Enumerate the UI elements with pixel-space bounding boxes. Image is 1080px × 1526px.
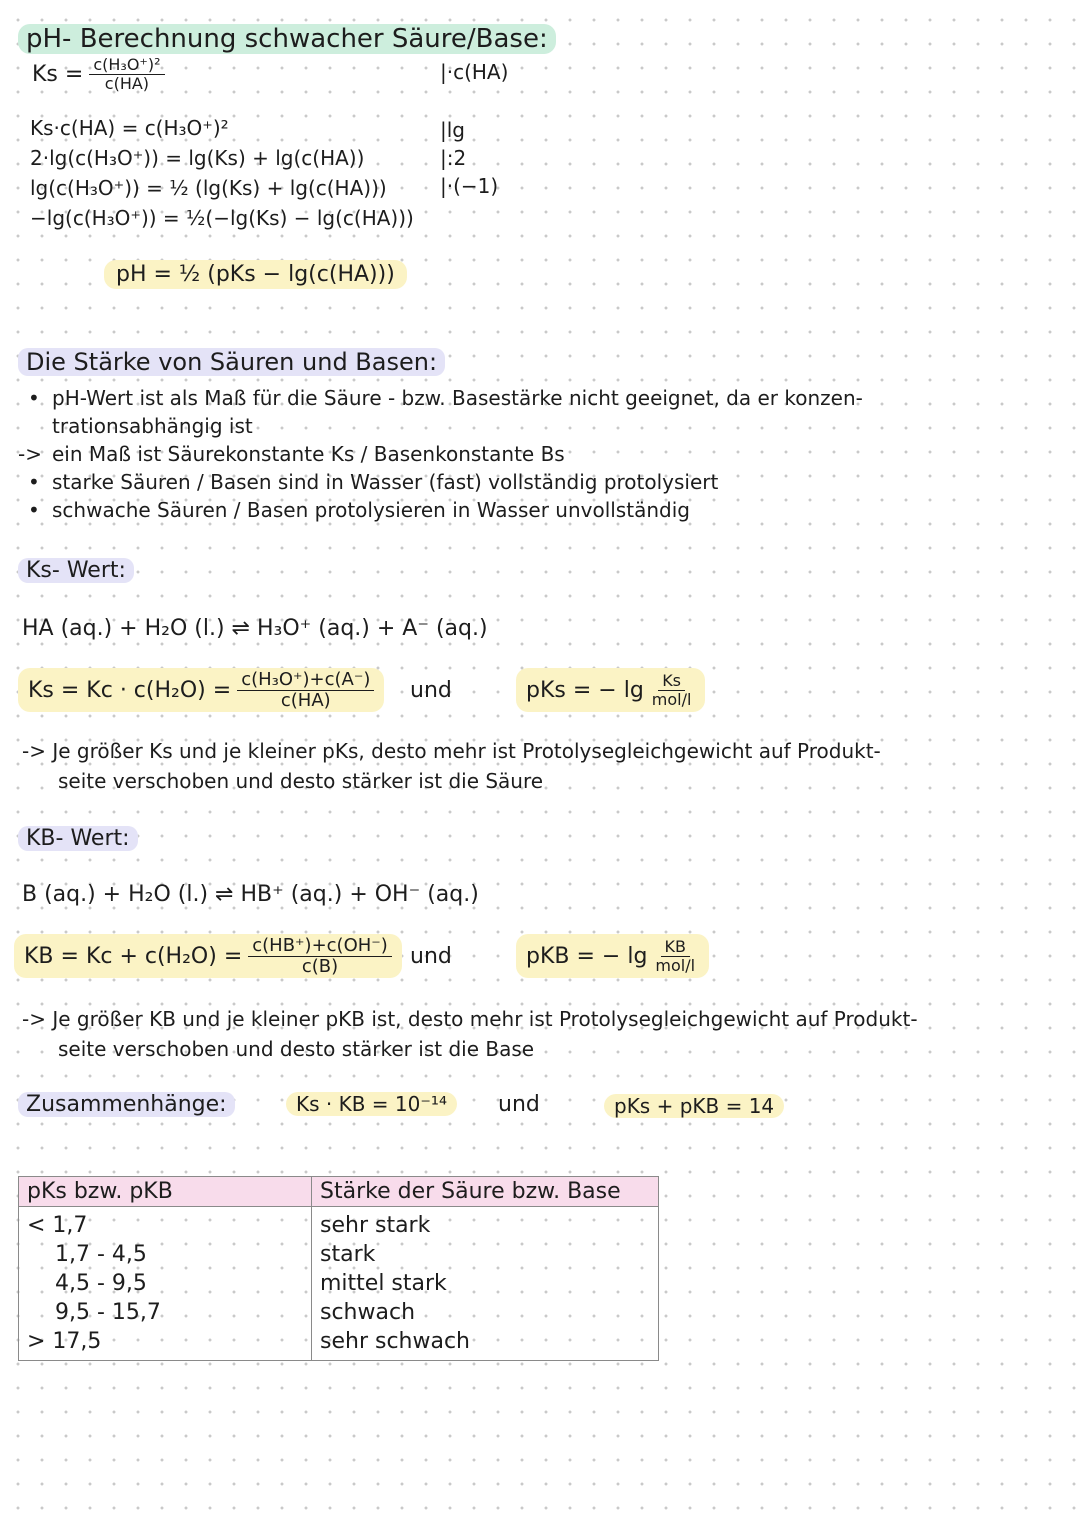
operation-times-minus-1: |·(−1)	[440, 174, 499, 198]
operation-multiply-cHA: |·c(HA)	[440, 60, 509, 84]
pks-fraction: $\frac{Ks}{\text{mol/l}}$	[651, 670, 692, 709]
ks-fraction: $\frac{\text{c(H₃O⁺)²}}{c(HA)}$	[89, 56, 164, 92]
table-header-pks: pKs bzw. pKB	[19, 1177, 312, 1207]
section-strength-title: Die Stärke von Säuren und Basen:	[18, 348, 445, 376]
note-weak-acids: • schwache Säuren / Basen protolysieren in Wasser unvollständig	[18, 496, 1068, 524]
ks-heading: Ks- Wert:	[18, 558, 134, 583]
relations-heading: Zusammenhänge:	[18, 1092, 235, 1117]
derivation-line-2: 2·lg(c(H₃O⁺)) = lg(Ks) + lg(c(HA))	[30, 146, 365, 170]
ks-reaction: HA (aq.) + H₂O (l.) ⇌ H₃O⁺ (aq.) + A⁻ (aq.)	[22, 616, 488, 641]
note-strong-acids: • starke Säuren / Basen sind in Wasser (fast) vollständig protolysiert	[18, 468, 1068, 496]
section-pH-title: pH- Berechnung schwacher Säure/Base:	[18, 24, 556, 54]
table-row: 1,7 - 4,5 stark	[19, 1240, 659, 1269]
operation-divide-2: |:2	[440, 146, 467, 170]
derivation-line-4: −lg(c(H₃O⁺)) = ½(−lg(Ks) − lg(c(HA)))	[30, 206, 414, 230]
ks-definition: Ks = $\frac{\text{c(H₃O⁺)²}}{c(HA)}$	[32, 56, 165, 92]
ks-formula-fraction: $\frac{\text{c(H₃O⁺)+c(A⁻)}}{c(HA)}$	[237, 670, 374, 711]
derivation-line-1: Ks·c(HA) = c(H₃O⁺)²	[30, 116, 229, 140]
strength-table	[18, 1176, 659, 1361]
table-row: 9,5 - 15,7 schwach	[19, 1298, 659, 1327]
table-header-row	[19, 1177, 659, 1207]
pks-formula: pKs = − lg $\frac{Ks}{\text{mol/l}}$	[516, 668, 705, 712]
table-row: 4,5 - 9,5 mittel stark	[19, 1269, 659, 1298]
kb-reaction: B (aq.) + H₂O (l.) ⇌ HB⁺ (aq.) + OH⁻ (aq.)	[22, 882, 479, 907]
kb-formula: KB = Kc + c(H₂O) = $\frac{c(HB^+)+c(OH^-)}{c(B)}$	[14, 934, 402, 978]
note-ph-not-suitable: • pH-Wert ist als Maß für die Säure - bzw. Basestärke nicht geeignet, da er konzen- trationsabhängig ist	[18, 384, 1068, 440]
kb-conclusion-line-2: seite verschoben und desto stärker ist die Base	[58, 1037, 535, 1061]
kb-conclusion-line-1: -> Je größer KB und je kleiner pKB ist, desto mehr ist Protolysegleichgewicht auf Produkt-	[22, 1007, 918, 1031]
table-row: > 17,5 sehr schwach	[19, 1327, 659, 1361]
pH-result-formula: pH = ½ (pKs − lg(c(HA)))	[104, 262, 407, 287]
ks-conclusion-line-1: -> Je größer Ks und je kleiner pKs, desto mehr ist Protolysegleichgewicht auf Produkt-	[22, 739, 881, 763]
table-row: < 1,7 sehr stark	[19, 1207, 659, 1241]
strength-notes	[18, 384, 1068, 524]
note-ks-measure: -> ein Maß ist Säurekonstante Ks / Basenkonstante Bs	[18, 442, 565, 466]
ks-formula: Ks = Kc · c(H₂O) = $\frac{\text{c(H₃O⁺)+c(A⁻)}}{c(HA)}$	[18, 668, 384, 712]
kb-heading: KB- Wert:	[18, 826, 138, 851]
kb-formula-fraction: $\frac{c(HB^+)+c(OH^-)}{c(B)}$	[248, 936, 392, 977]
ks-conclusion	[22, 736, 881, 796]
kb-conclusion	[22, 1004, 918, 1064]
pkb-formula: pKB = − lg $\frac{KB}{\text{mol/l}}$	[516, 934, 709, 978]
relation-sum: pKs + pKB = 14	[604, 1094, 784, 1118]
operation-lg: |lg	[440, 118, 465, 142]
derivation-line-3: lg(c(H₃O⁺)) = ½ (lg(Ks) + lg(c(HA)))	[30, 176, 387, 200]
pkb-fraction: $\frac{KB}{\text{mol/l}}$	[655, 936, 696, 975]
relation-product: Ks · KB = 10⁻¹⁴	[286, 1092, 457, 1116]
kb-und: und	[410, 944, 452, 969]
ks-conclusion-line-2: seite verschoben und desto stärker ist die Säure	[58, 769, 544, 793]
table-header-strength: Stärke der Säure bzw. Base	[312, 1177, 659, 1207]
ks-und: und	[410, 678, 452, 703]
relations-und: und	[498, 1092, 540, 1117]
